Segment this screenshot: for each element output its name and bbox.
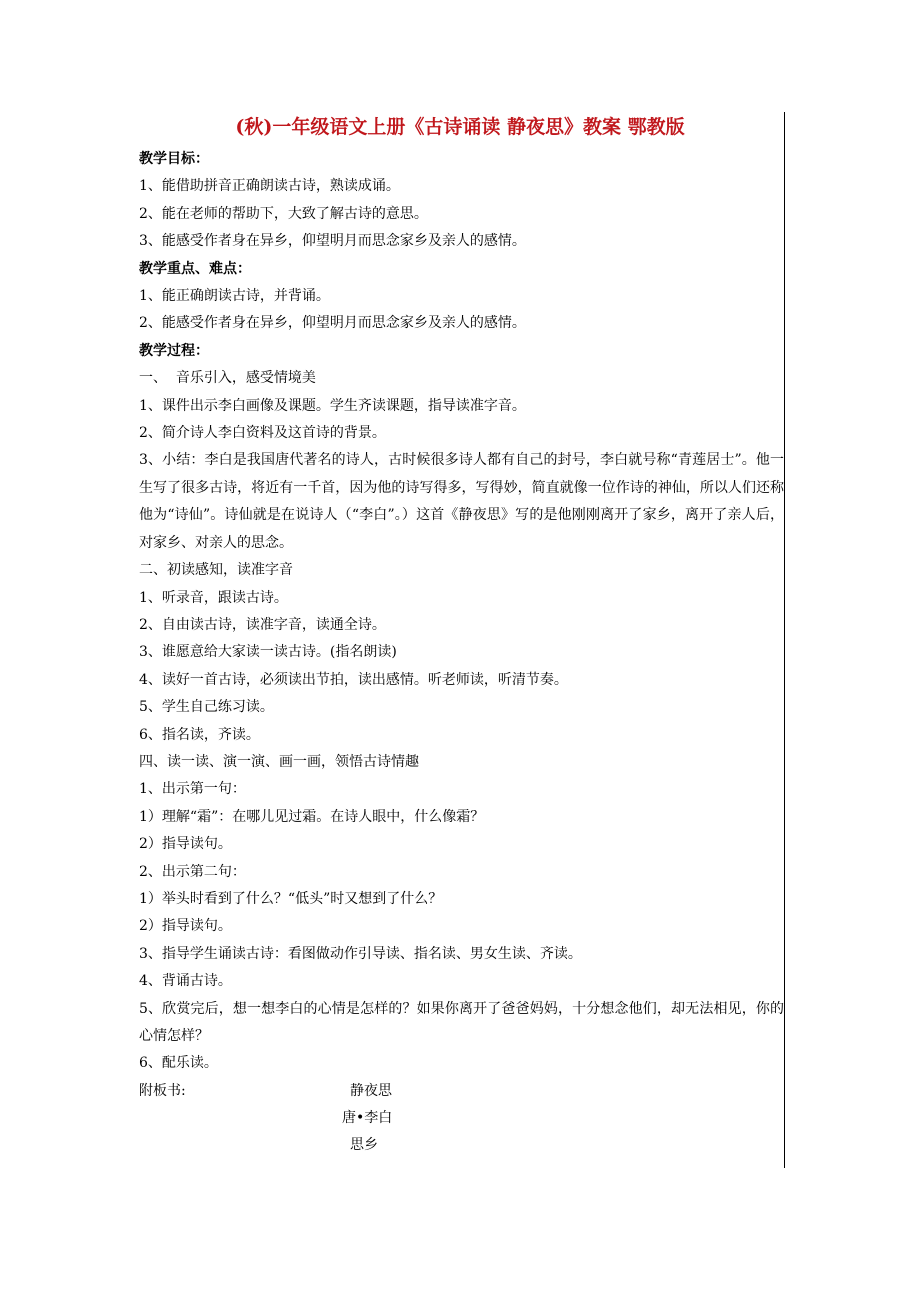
- step-subitem: 1）理解“霜”：在哪儿见过霜。在诗人眼中，什么像霜？: [139, 808, 485, 825]
- key-point-item: 2、能感受作者身在异乡，仰望明月而思念家乡及亲人的感情。: [139, 315, 526, 332]
- step-item: 6、配乐读。: [139, 1055, 218, 1072]
- step-heading: 四、读一读、演一演、画一画，领悟古诗情趣: [139, 753, 419, 770]
- step-item: 6、指名读，齐读。: [139, 726, 260, 743]
- section-heading-process: 教学过程：: [139, 342, 209, 359]
- step-item: 1、出示第一句：: [139, 781, 246, 798]
- section-heading-objectives: 教学目标：: [139, 151, 209, 167]
- blackboard-layout: [139, 1078, 784, 1160]
- step-heading: 一、 音乐引入，感受情境美: [139, 370, 316, 387]
- step-item: 4、背诵古诗。: [139, 973, 232, 990]
- step-item: 2、简介诗人李白资料及这首诗的背景。: [139, 425, 386, 442]
- step-item: 2、自由读古诗，读准字音，读通全诗。: [139, 616, 386, 633]
- document-body: [139, 146, 784, 1160]
- step-subitem: 2）指导读句。: [139, 918, 232, 935]
- step-item: 1、听录音，跟读古诗。: [139, 589, 288, 606]
- step-subitem: 1）举头时看到了什么？“低头”时又想到了什么？: [139, 890, 443, 907]
- objective-item: 2、能在老师的帮助下，大致了解古诗的意思。: [139, 205, 428, 222]
- step-heading: 二、初读感知，读准字音: [139, 562, 293, 579]
- step-subitem: 2）指导读句。: [139, 836, 232, 853]
- step-item: 4、读好一首古诗，必须读出节拍，读出感情。听老师读，听清节奏。: [139, 671, 568, 688]
- key-point-item: 1、能正确朗读古诗，并背诵。: [139, 288, 330, 305]
- step-item: 5、学生自己练习读。: [139, 699, 274, 716]
- reflection-paragraph: 5、欣赏完后，想一想李白的心情是怎样的？如果你离开了爸爸妈妈，十分想念他们，却无法相见，你的心情怎样？: [139, 1000, 784, 1044]
- board-keyword: 思乡: [350, 1136, 378, 1153]
- step-item: 3、谁愿意给大家读一读古诗。(指名朗读): [139, 644, 397, 661]
- step-item: 3、指导学生诵读古诗：看图做动作引导读、指名读、男女生读、齐读。: [139, 945, 582, 962]
- page-title: (秋)一年级语文上册《古诗诵读 静夜思》教案 鄂教版: [235, 116, 685, 138]
- margin-rule: [784, 112, 785, 1168]
- step-item: 2、出示第二句：: [139, 863, 246, 880]
- board-poem-title: 静夜思: [350, 1082, 392, 1099]
- board-label: 附板书:: [139, 1082, 186, 1099]
- step-item: 1、课件出示李白画像及课题。学生齐读课题，指导读准字音。: [139, 397, 526, 414]
- board-author: 唐•李白: [342, 1109, 393, 1126]
- summary-paragraph: 3、小结：李白是我国唐代著名的诗人，古时候很多诗人都有自己的封号，李白就号称“青莲居士”。他一生写了很多古诗，将近有一千首，因为他的诗写得多，写得妙，简直就像一位作诗的神仙，所以人们还称他为“诗仙”。诗仙就是在说诗人（“李白”。）这首《静夜思》写的是他刚刚离开了家乡，离开了亲人后，对家乡、对亲人的思念。: [139, 452, 784, 551]
- objective-item: 1、能借助拼音正确朗读古诗，熟读成诵。: [139, 178, 400, 195]
- objective-item: 3、能感受作者身在异乡，仰望明月而思念家乡及亲人的感情。: [139, 233, 526, 250]
- section-heading-key-points: 教学重点、难点：: [139, 260, 251, 277]
